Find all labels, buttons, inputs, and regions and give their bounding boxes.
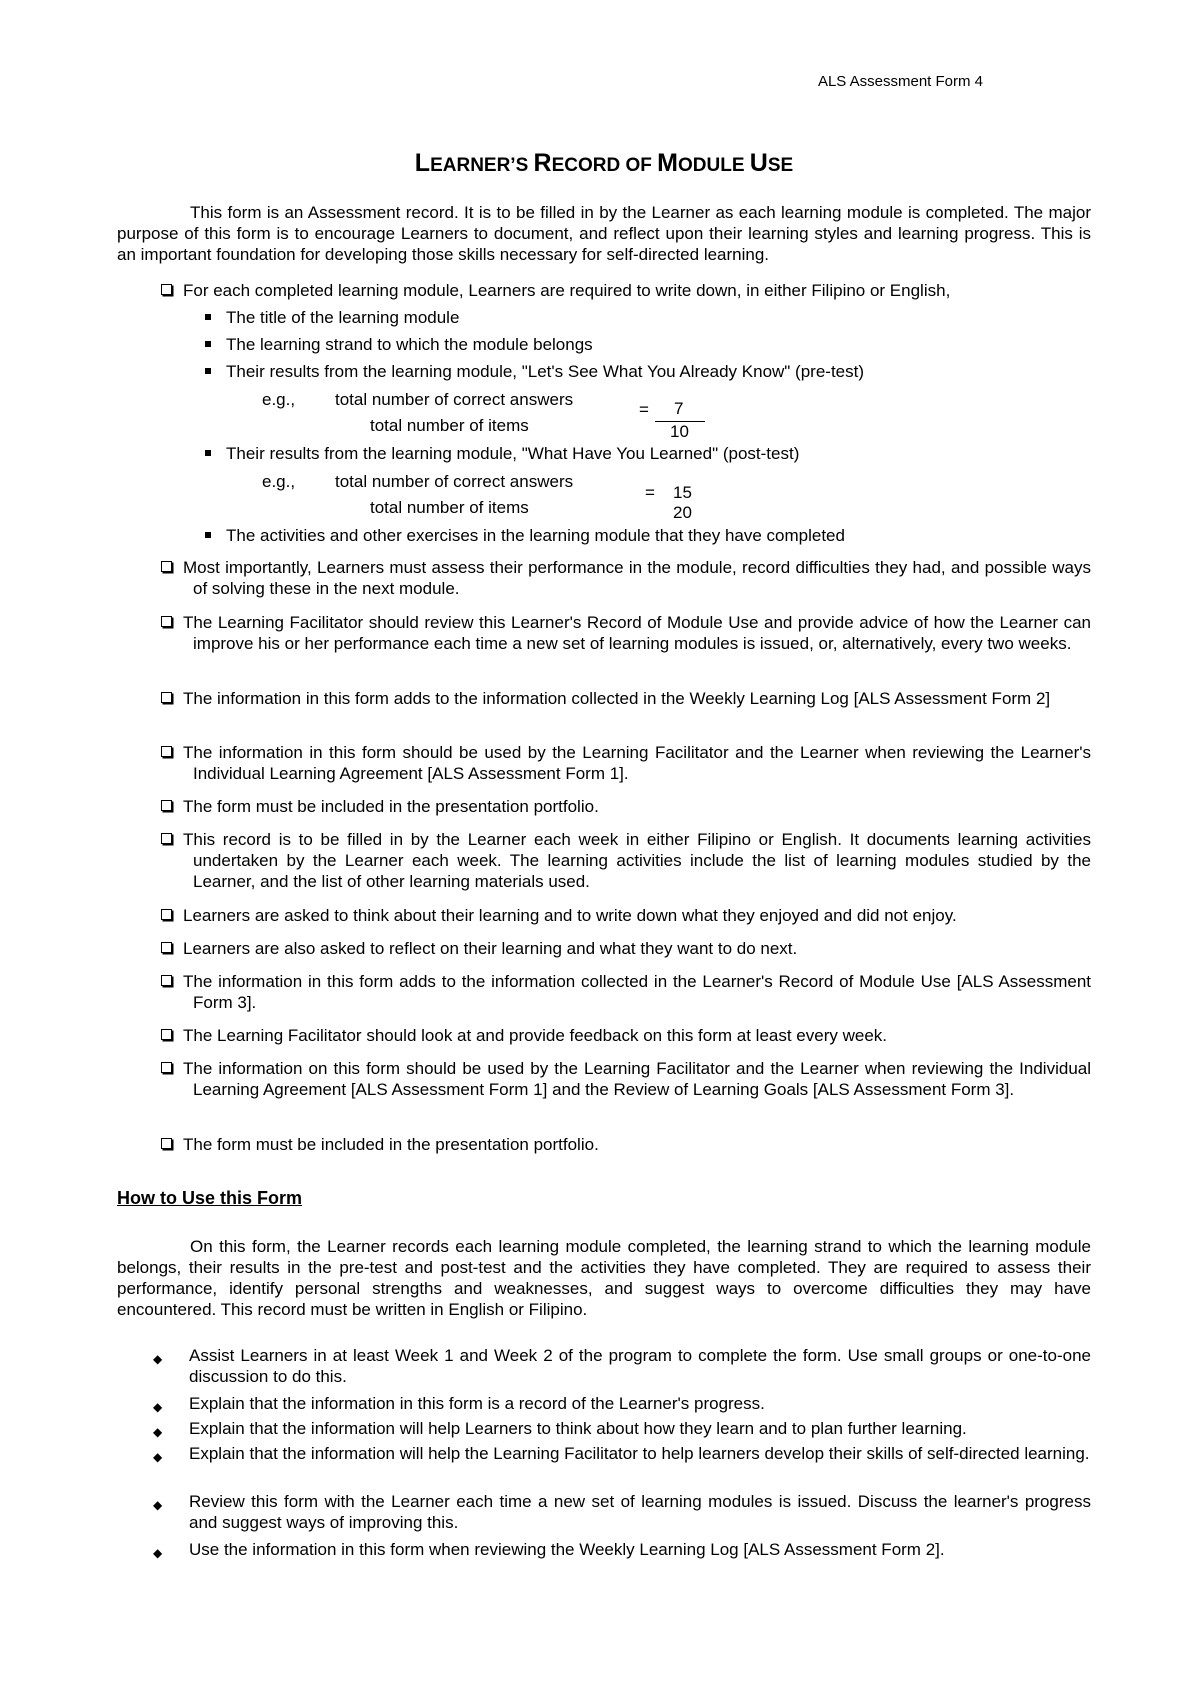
checkbox-icon	[161, 284, 172, 295]
checklist-item: The form must be included in the presentation portfolio.	[161, 796, 1091, 817]
list-item: ◆ Explain that the information in this form is a record of the Learner's progress.	[153, 1394, 765, 1414]
checkbox-icon	[161, 833, 172, 844]
checklist-item: The Learning Facilitator should look at and provide feedback on this form at least every week.	[161, 1025, 1091, 1046]
diamond-bullet-icon: ◆	[153, 1400, 163, 1414]
section-heading: How to Use this Form	[117, 1188, 303, 1208]
checkbox-icon	[161, 692, 172, 703]
square-bullet-icon	[205, 314, 211, 320]
list-item: ◆ Explain that the information will help Learners to think about how they learn and to plan further learning.	[153, 1419, 967, 1439]
checkbox-icon	[161, 909, 172, 920]
checkbox-icon	[161, 1029, 172, 1040]
checklist-item: The information on this form should be used by the Learning Facilitator and the Learner when reviewing the Individual Learning Agreement [ALS Assessment Form 1] and the Review of Learning Goals [ALS Assessment Form 3].	[161, 1058, 1091, 1100]
sub-list-item: The activities and other exercises in the learning module that they have completed	[205, 525, 845, 546]
checkbox-icon	[161, 746, 172, 757]
checkbox-icon	[161, 975, 172, 986]
diamond-bullet-icon: ◆	[153, 1352, 163, 1366]
square-bullet-icon	[205, 450, 211, 456]
checklist-item: Learners are also asked to reflect on their learning and what they want to do next.	[161, 938, 1091, 959]
diamond-bullet-icon: ◆	[153, 1425, 163, 1439]
checkbox-icon	[161, 1062, 172, 1073]
sub-list-item: The learning strand to which the module belongs	[205, 334, 593, 355]
checkbox-icon	[161, 561, 172, 572]
diamond-bullet-icon: ◆	[153, 1498, 163, 1512]
page-header: ALS Assessment Form 4	[817, 73, 983, 90]
diamond-bullet-icon: ◆	[153, 1546, 163, 1560]
checkbox-icon	[161, 616, 172, 627]
checkbox-icon	[161, 942, 172, 953]
square-bullet-icon	[205, 368, 211, 374]
intro-paragraph: This form is an Assessment record. It is to be filled in by the Learner as each learning module is completed. The major purpose of this form is to encourage Learners to document, and reflect upon their learning styles and learning progress. This is an important foundation for developing those skills necessary for self-directed learning.	[117, 203, 1091, 264]
page-title	[117, 148, 1091, 181]
sub-list-item: Their results from the learning module, "What Have You Learned" (post-test)	[205, 443, 799, 464]
checklist-item: For each completed learning module, Learners are required to write down, in either Filipino or English,	[161, 280, 1091, 301]
list-item: ◆ Review this form with the Learner each time a new set of learning modules is issued. Discuss the learner's progress and suggest ways of improving this.	[153, 1492, 1091, 1532]
checklist-item: Learners are asked to think about their learning and to write down what they enjoyed and did not enjoy.	[161, 905, 1091, 926]
sub-list-item: Their results from the learning module, "Let's See What You Already Know" (pre-test)	[205, 361, 864, 382]
diamond-bullet-icon: ◆	[153, 1450, 163, 1464]
checklist-item: The information in this form adds to the information collected in the Weekly Learning Log [ALS Assessment Form 2]	[161, 688, 1091, 709]
checklist-item: This record is to be filled in by the Learner each week in either Filipino or English. It documents learning activities undertaken by the Learner each week. The learning activities include the list of learning modules studied by the Learner, and the list of other learning materials used.	[161, 829, 1091, 892]
checkbox-icon	[161, 800, 172, 811]
checklist-item: The form must be included in the presentation portfolio.	[161, 1134, 1091, 1155]
sub-list-item: The title of the learning module	[205, 307, 459, 328]
square-bullet-icon	[205, 532, 211, 538]
checklist-item: The information in this form should be used by the Learning Facilitator and the Learner when reviewing the Learner's Individual Learning Agreement [ALS Assessment Form 1].	[161, 742, 1091, 784]
list-item: ◆ Assist Learners in at least Week 1 and Week 2 of the program to complete the form. Use small groups or one-to-one discussion to do this.	[153, 1346, 1091, 1386]
checkbox-icon	[161, 1138, 172, 1149]
checklist-item: Most importantly, Learners must assess their performance in the module, record difficulties they had, and possible ways of solving these in the next module.	[161, 557, 1091, 599]
title-part: USE	[749, 149, 794, 177]
title-part: RECORD OF	[533, 149, 658, 177]
square-bullet-icon	[205, 341, 211, 347]
list-item: ◆ Explain that the information will help the Learning Facilitator to help learners develop their skills of self-directed learning.	[153, 1444, 1090, 1464]
title-part: LEARNER’S	[414, 149, 534, 177]
list-item: ◆ Use the information in this form when reviewing the Weekly Learning Log [ALS Assessment Form 2].	[153, 1540, 945, 1560]
checklist-item: The information in this form adds to the information collected in the Learner's Record of Module Use [ALS Assessment Form 3].	[161, 971, 1091, 1013]
checklist-item: The Learning Facilitator should review this Learner's Record of Module Use and provide advice of how the Learner can improve his or her performance each time a new set of learning modules is issued, or, alternatively, every two weeks.	[161, 612, 1091, 654]
how-to-paragraph: On this form, the Learner records each learning module completed, the learning strand to which the learning module belongs, their results in the pre-test and post-test and the activities they have completed. They are required to assess their performance, identify personal strengths and weaknesses, and suggest ways to overcome difficulties they may have encountered. This record must be written in English or Filipino.	[117, 1237, 1091, 1319]
title-part: MODULE	[657, 149, 750, 177]
